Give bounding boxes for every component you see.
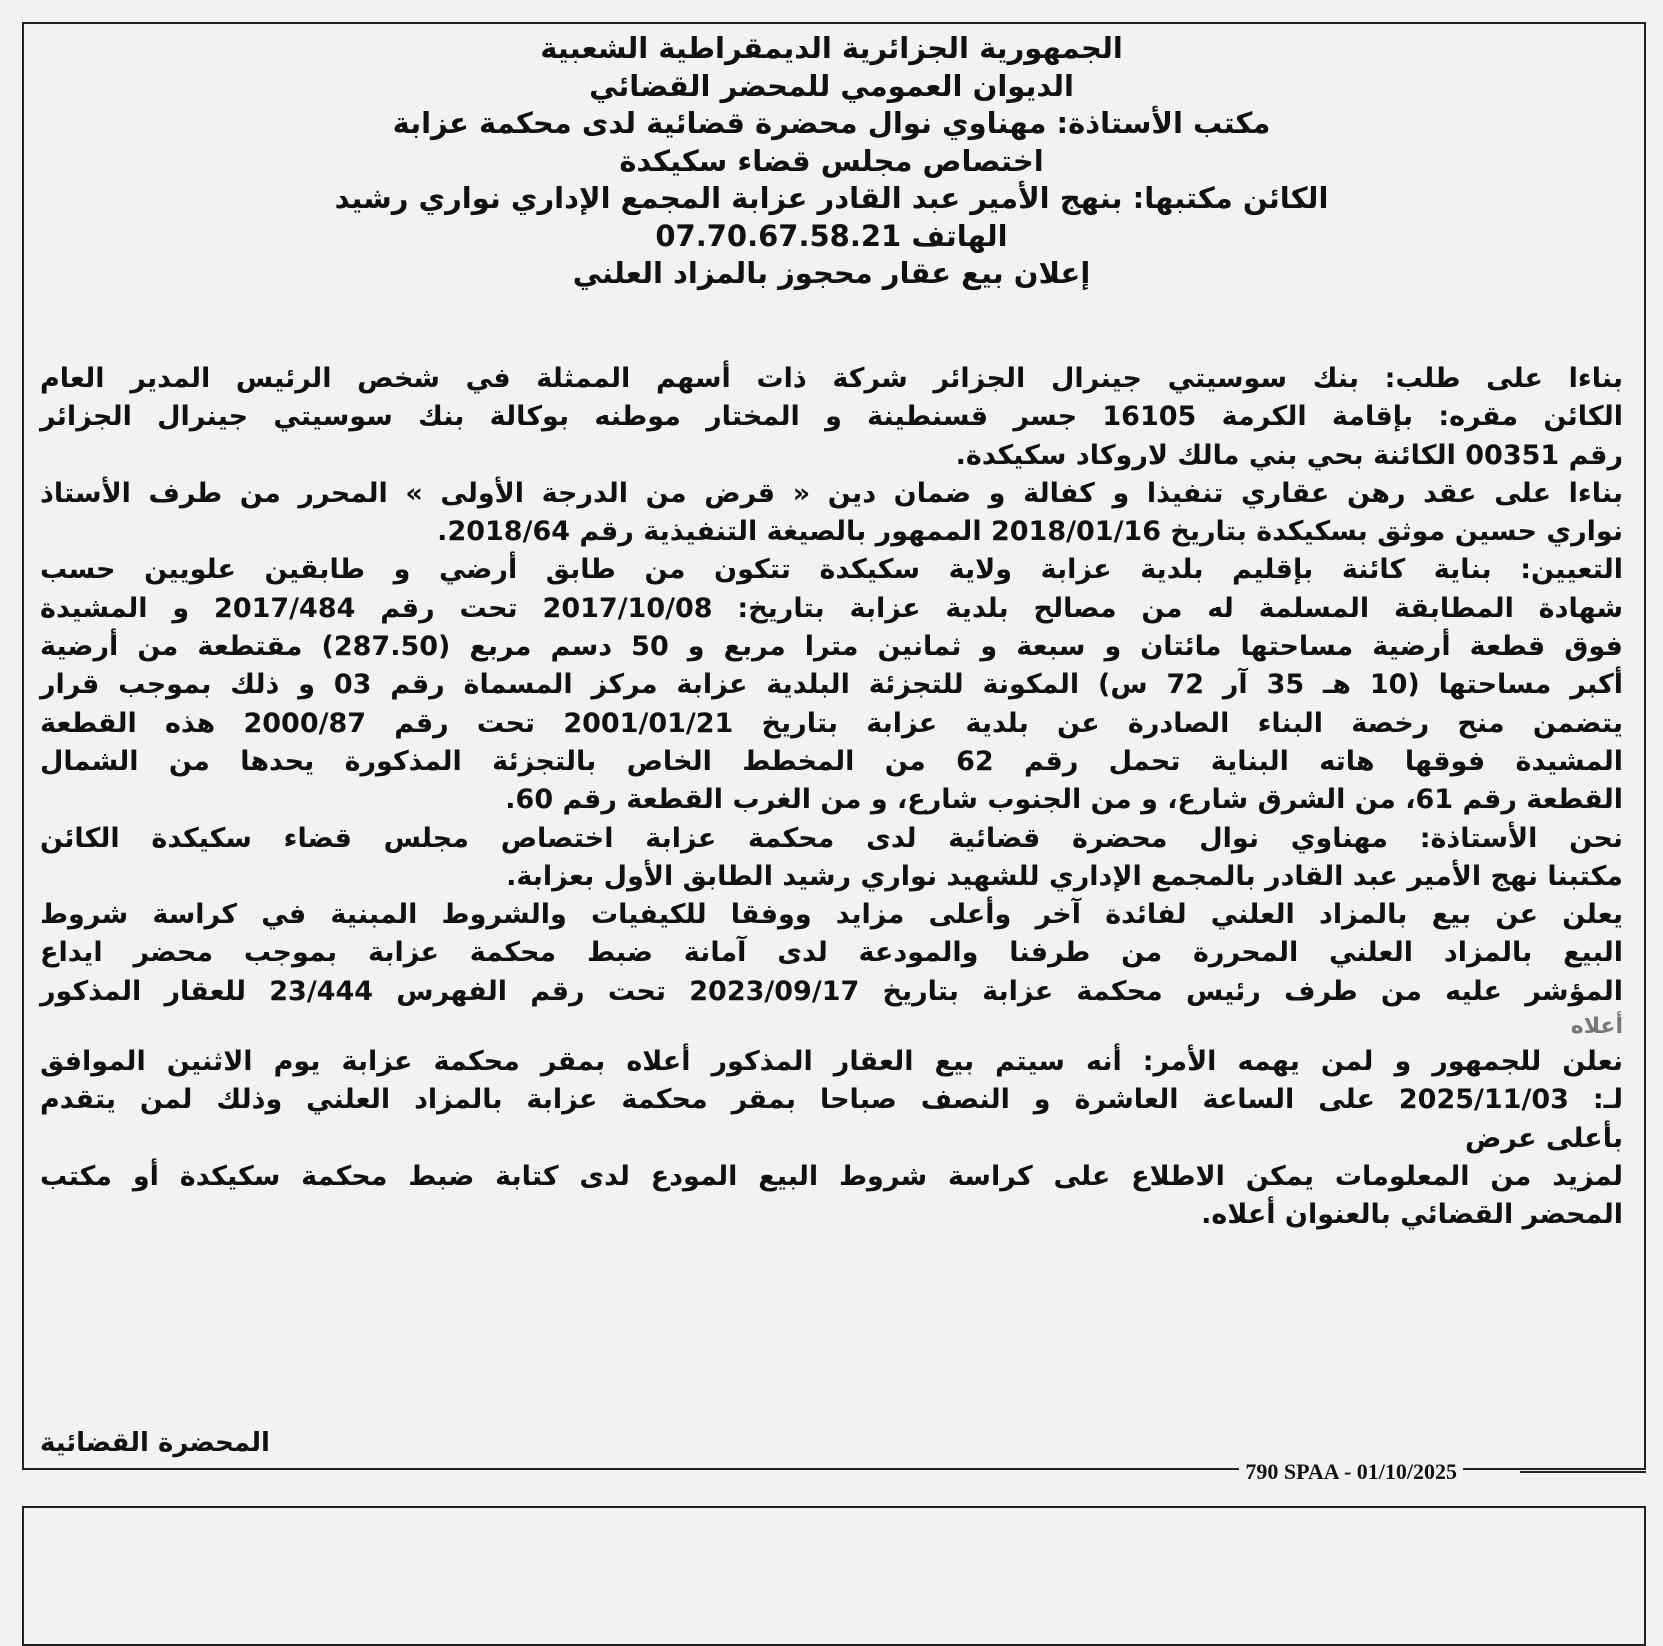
text-line: القطعة رقم 61، من الشرق شارع، و من الجنوب شارع، و من الغرب القطعة رقم 60. xyxy=(505,784,1623,816)
text-line: شهادة المطابقة المسلمة له من مصالح بلدية عزابة بتاريخ: 2017/10/08 تحت رقم 2017/484 و المشيدة xyxy=(40,592,1623,624)
footer-rule xyxy=(1520,1471,1646,1473)
text-line: لمزيد من المعلومات يمكن الاطلاع على كراسة شروط البيع المودع لدى كتابة ضبط محكمة سكيكدة أو مكتب xyxy=(40,1160,1623,1192)
signature: المحضرة القضائية xyxy=(40,1428,270,1458)
bailiff-office: مكتب الأستاذة: مهناوي نوال محضرة قضائية لدى محكمة عزابة xyxy=(392,106,1271,140)
notice-body xyxy=(40,360,1623,1235)
text-line: رقم 00351 الكائنة بحي بني مالك لاروكاد سكيكدة. xyxy=(955,439,1623,471)
text-line: التعيين: بناية كائنة بإقليم بلدية عزابة ولاية سكيكدة تتكون من طابق أرضي و طابقين علويين حسب xyxy=(40,554,1623,586)
text-line: نواري حسين موثق بسكيكدة بتاريخ 2018/01/16 الممهور بالصيغة التنفيذية رقم 2018/64. xyxy=(437,516,1623,548)
text-line: مكتبنا نهج الأمير عبد القادر بالمجمع الإداري للشهيد نواري رشيد الطابق الأول بعزابة. xyxy=(506,860,1623,892)
text-line: البيع بالمزاد العلني المحررة من طرفنا والمودعة لدى آمانة ضبط محكمة عزابة بموجب محضر ايداع xyxy=(40,937,1623,969)
text-line: نحن الأستاذة: مهناوي نوال محضرة قضائية لدى محكمة عزابة اختصاص مجلس قضاء سكيكدة الكائن xyxy=(40,822,1623,854)
text-line: أعلاه xyxy=(1570,1014,1623,1040)
text-line: الكائن مقره: بإقامة الكرمة 16105 جسر قسنطينة و المختار موطنه بوكالة بنك سوسيتي جينرال الجزائر xyxy=(40,401,1623,433)
office-title: الديوان العمومي للمحضر القضائي xyxy=(589,68,1074,103)
next-notice-frame xyxy=(22,1506,1646,1646)
notice-title: إعلان بيع عقار محجوز بالمزاد العلني xyxy=(572,256,1091,290)
text-line: لـ: 2025/11/03 على الساعة العاشرة و النصف صباحا بمقر محكمة عزابة بالمزاد العلني وذلك لمن يتقدم xyxy=(40,1084,1623,1116)
text-line: المحضر القضائي بالعنوان أعلاه. xyxy=(1201,1199,1623,1231)
office-address: الكائن مكتبها: بنهج الأمير عبد القادر عزابة المجمع الإداري نواري رشيد xyxy=(334,181,1329,215)
footer-reference: 790 SPAA - 01/10/2025 xyxy=(1239,1461,1463,1483)
notice-header xyxy=(40,30,1623,293)
text-line: بناءا على طلب: بنك سوسيتي جينرال الجزائر شركة ذات أسهم الممثلة في شخص الرئيس المدير العام xyxy=(40,363,1623,394)
republic-title: الجمهورية الجزائرية الديمقراطية الشعبية xyxy=(540,31,1123,65)
text-line: بأعلى عرض xyxy=(1464,1122,1623,1154)
text-line: المشيدة فوقها هاته البناية تحمل رقم 62 من المخطط الخاص بالتجزئة المذكورة يحدها من الشمال xyxy=(40,745,1623,777)
text-line: نعلن للجمهور و لمن يهمه الأمر: أنه سيتم بيع العقار المذكور أعلاه بمقر محكمة عزابة يوم الاثنين الموافق xyxy=(40,1046,1623,1078)
text-line: يعلن عن بيع بالمزاد العلني لفائدة آخر وأعلى مزايد ووفقا للكيفيات والشروط المبنية في كراسة شروط xyxy=(40,899,1623,931)
text-line: فوق قطعة أرضية مساحتها مائتان و سبعة و ثمانين مترا مربع و 50 دسم مربع (287.50) مقتطعة من أرضية xyxy=(40,631,1623,663)
text-line: المؤشر عليه من طرف رئيس محكمة عزابة بتاريخ 2023/09/17 تحت رقم الفهرس 23/444 للعقار المذكور xyxy=(40,975,1624,1007)
text-line: يتضمن منح رخصة البناء الصادرة عن بلدية عزابة بتاريخ 2001/01/21 تحت رقم 2000/87 هذه القطعة xyxy=(40,707,1624,739)
phone: الهاتف 07.70.67.58.21 xyxy=(655,218,1008,253)
jurisdiction: اختصاص مجلس قضاء سكيكدة xyxy=(619,143,1044,178)
text-line: بناءا على عقد رهن عقاري تنفيذا و كفالة و ضمان دين « قرض من الدرجة الأولى » المحرر من طرف الأستاذ xyxy=(40,477,1623,509)
text-line: أكبر مساحتها (10 هـ 35 آر 72 س) المكونة للتجزئة البلدية عزابة مركز المسماة رقم 03 و ذلك بموجب قرار xyxy=(40,669,1623,701)
